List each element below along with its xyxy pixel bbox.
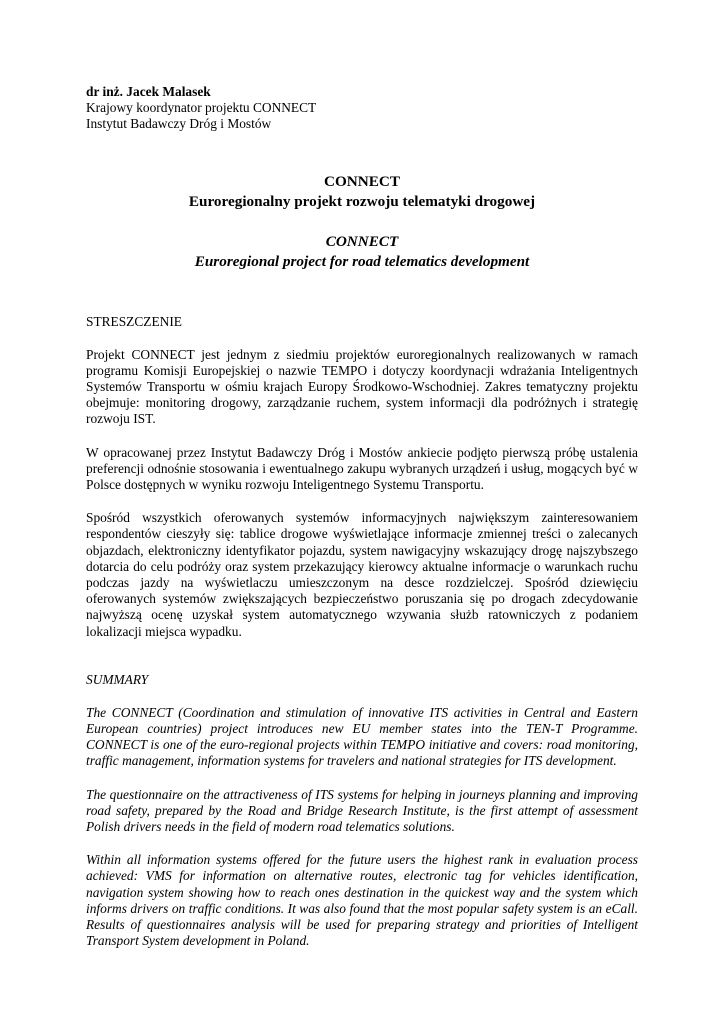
streszczenie-paragraph-1: Projekt CONNECT jest jednym z siedmiu projektów euroregionalnych realizowanych w ramach programu Komisji Europejskiej o nazwie TEMPO i dotyczy koordynacji wdrażania Inteligentnych Systemów Transportu w ośmiu krajach Europy Środkowo-Wschodniej. Zakres tematyczny projektu obejmuje: monitoring drogowy, zarządzanie ruchem, system informacji dla podróżnych i strategię rozwoju IST. — [86, 346, 638, 427]
author-block — [86, 84, 638, 133]
summary-heading: SUMMARY — [86, 671, 149, 687]
streszczenie-heading: STRESZCZENIE — [86, 313, 182, 329]
author-institute: Instytut Badawczy Dróg i Mostów — [86, 116, 272, 132]
title-pl-line2: Euroregionalny projekt rozwoju telematyki drogowej — [188, 192, 536, 210]
summary-paragraph-1: The CONNECT (Coordination and stimulation of innovative ITS activities in Central and Eastern European countries) project introduces new EU member states into the TEN-T Programme. CONNECT is one of the euro-regional projects within TEMPO initiative and covers: road monitoring, traffic management, information systems for travelers and national strategies for ITS development. — [86, 704, 638, 769]
summary-paragraph-3: Within all information systems offered for the future users the highest rank in evaluation process achieved: VMS for information on alternative routes, electronic tag for vehicles identification, navigation system showing how to reach ones destination in the quickest way and the system which informs drivers on traffic conditions. It was also found that the most popular safety system is an eCall. Results of questionnaires analysis will be used for preparing strategy and priorities of Intelligent Transport System development in Poland. — [86, 852, 638, 949]
title-english — [86, 232, 638, 272]
author-name: dr inż. Jacek Malasek — [86, 84, 211, 99]
streszczenie-paragraph-2: W opracowanej przez Instytut Badawczy Dróg i Mostów ankiecie podjęto pierwszą próbę ustalenia preferencji odnośnie stosowania i ewentualnego zakupu wybranych urządzeń i usług, mogących być w Polsce dostępnych w wyniku rozwoju Inteligentnego Systemu Transportu. — [86, 444, 638, 493]
title-pl-line1: CONNECT — [324, 172, 400, 190]
title-polish — [86, 172, 638, 212]
author-role: Krajowy koordynator projektu CONNECT — [86, 100, 317, 116]
title-en-line2: Euroregional project for road telematics development — [194, 252, 530, 270]
streszczenie-paragraph-3: Spośród wszystkich oferowanych systemów informacyjnych największym zainteresowaniem respondentów cieszyły się: tablice drogowe wyświetlające informacje zmiennej treści o zalecanych objazdach, elektroniczny identyfikator pojazdu, system nawigacyjny wskazujący drogę najszybszego dotarcia do celu podróży oraz system przekazujący kierowcy aktualne informacje o warunkach ruchu podczas jazdy na wyświetlaczu umieszczonym na desce rozdzielczej. Spośród dziewięciu oferowanych systemów zwiększających bezpieczeństwo poruszania się po drogach zdecydowanie najwyższą ocenę uzyskał system automatycznego wzywania służb ratowniczych z podaniem lokalizacji miejsca wypadku. — [86, 510, 638, 639]
document-page — [86, 84, 638, 950]
summary-paragraph-2: The questionnaire on the attractiveness of ITS systems for helping in journeys planning and improving road safety, prepared by the Road and Bridge Research Institute, is the first attempt of assessment Polish drivers needs in the field of modern road telematics solutions. — [86, 786, 638, 835]
title-en-line1: CONNECT — [325, 232, 399, 250]
